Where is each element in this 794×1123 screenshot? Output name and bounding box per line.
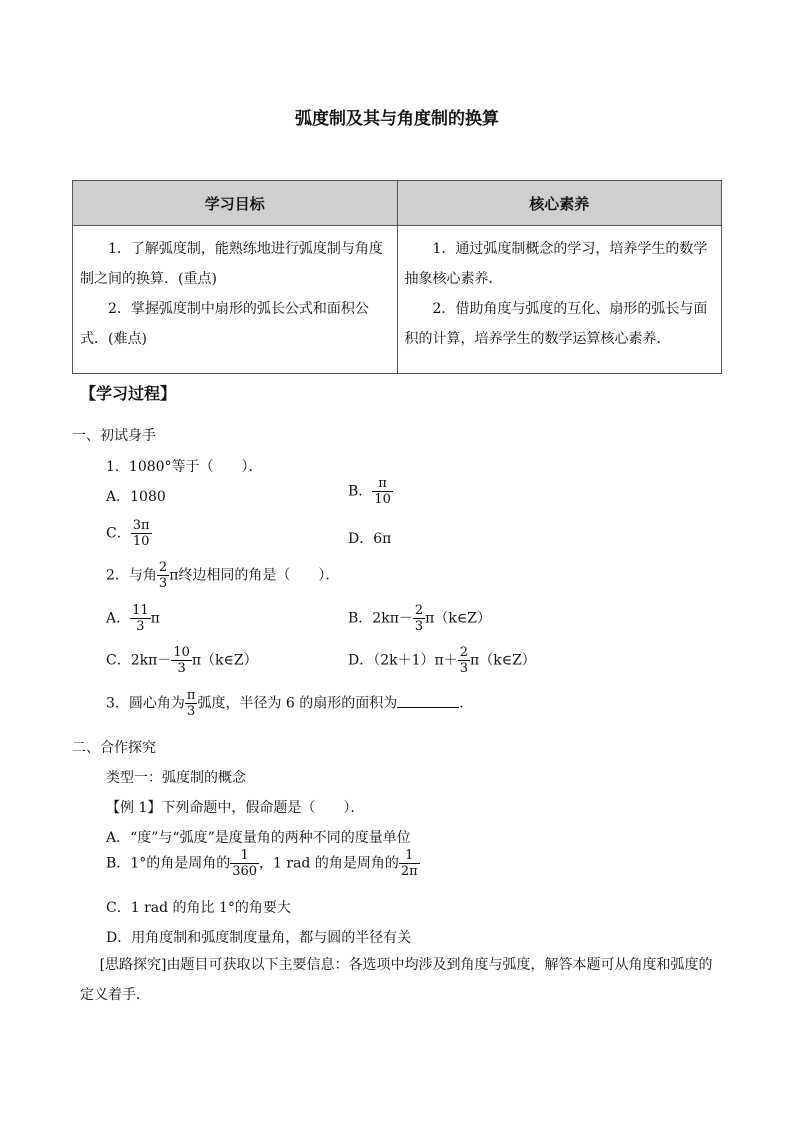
example1-option-c: C．1 rad 的角比 1°的角要大	[106, 900, 291, 916]
header-learning-goals: 学习目标	[73, 181, 398, 226]
fraction: $\frac{3\pi}{10}$	[132, 518, 150, 549]
learning-goals-cell	[73, 226, 398, 374]
q1-stem: 1．1080°等于（ ）．	[106, 459, 263, 475]
literacy-item: 1．通过弧度制概念的学习，培养学生的数学抽象核心素养．	[404, 241, 708, 287]
part1-heading: 一、初试身手	[72, 428, 156, 444]
header-core-literacy: 核心素养	[397, 181, 722, 226]
fraction: $\frac{2}{3}$	[158, 560, 168, 591]
fraction: $\frac{2}{3}$	[414, 603, 424, 634]
example1-stem: 【例 1】下列命题中，假命题是（ ）．	[106, 800, 365, 816]
type1-heading: 类型一：弧度制的概念	[106, 770, 246, 786]
core-literacy-cell	[397, 226, 722, 374]
q2-stem: 2．与角 $\frac{2}{3}$ π终边相同的角是（ ）．	[106, 560, 340, 591]
fraction: $\frac{11}{3}$	[132, 603, 149, 634]
q2-option-d: D．（2k＋1）π＋ $\frac{2}{3}$ π（k∈Z）	[348, 645, 536, 676]
page-title: 弧度制及其与角度制的换算	[295, 109, 499, 129]
thinking-paragraph: [思路探究]由题目可获取以下主要信息：各选项中均涉及到角度与弧度，解答本题可从角度和弧度的定义着手．	[80, 957, 713, 1003]
goal-item: 1．了解弧度制，能熟练地进行弧度制与角度制之间的换算．(重点)	[80, 241, 383, 287]
example1-option-d: D．用角度制和弧度制度量角，都与圆的半径有关	[106, 930, 412, 946]
fraction: $\frac{1}{360}$	[232, 848, 258, 879]
literacy-item: 2．借助角度与弧度的互化、扇形的弧长与面积的计算，培养学生的数学运算核心素养．	[404, 301, 708, 347]
goal-item: 2．掌握弧度制中扇形的弧长公式和面积公式．(难点)	[80, 301, 369, 347]
fraction: $\frac{10}{3}$	[173, 645, 190, 676]
fraction: $\frac{2}{3}$	[459, 645, 469, 676]
q1-option-b: B． $\frac{\pi}{10}$	[348, 476, 391, 507]
fraction: $\frac{\pi}{10}$	[374, 476, 391, 507]
part2-heading: 二、合作探究	[72, 740, 156, 756]
q2-option-b: B．2kπ－ $\frac{2}{3}$ π（k∈Z）	[348, 603, 491, 634]
fraction: $\frac{\pi}{3}$	[186, 688, 196, 719]
q1-option-c: C． $\frac{3\pi}{10}$	[106, 518, 150, 549]
q2-option-c: C．2kπ－ $\frac{10}{3}$ π（k∈Z）	[106, 645, 258, 676]
answer-blank	[397, 695, 459, 708]
example1-option-b: B．1°的角是周角的 $\frac{1}{360}$ ，1 rad 的角是周角的 $\frac{1}{2\pi}$	[106, 848, 418, 879]
q1-option-a: A．1080	[106, 489, 166, 505]
example1-option-a: A．“度”与“弧度”是度量角的两种不同的度量单位	[106, 830, 411, 846]
q2-option-a: A． $\frac{11}{3}$ π	[106, 603, 160, 634]
q3-stem: 3．圆心角为 $\frac{\pi}{3}$ 弧度，半径为 6 的扇形的面积为 ．	[106, 688, 474, 719]
objectives-table	[72, 180, 722, 374]
q1-option-d: D．6π	[348, 531, 392, 547]
fraction: $\frac{1}{2\pi}$	[400, 848, 418, 879]
learning-process-heading: 【学习过程】	[80, 384, 177, 403]
